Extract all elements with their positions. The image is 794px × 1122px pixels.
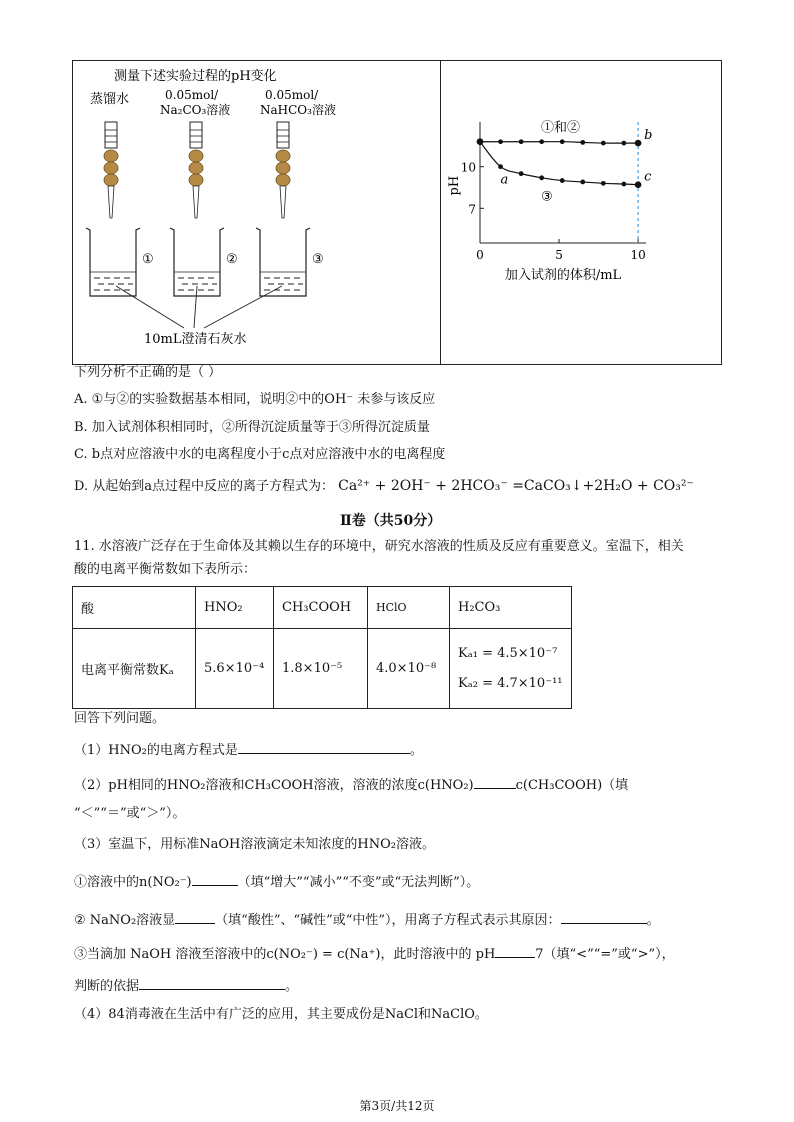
ka2-value: Kₐ₂ = 4.7×10⁻¹¹ xyxy=(458,675,563,691)
reagent-distilled-water: 蒸馏水 xyxy=(90,92,130,107)
reagent-nahco3-conc: 0.05mol/ xyxy=(265,88,319,102)
series-2-point xyxy=(601,181,606,186)
q11-part-3-sub-1-text-b: （填“增大”“减小”“不变”或“无法判断”）。 xyxy=(237,875,480,890)
x-tick-10: 10 xyxy=(630,248,646,262)
q11-part-1-period: 。 xyxy=(409,743,423,758)
q11-part-2-blank[interactable] xyxy=(474,775,516,789)
ka-table xyxy=(72,586,572,709)
x-axis-label: 加入试剂的体积/mL xyxy=(504,268,622,283)
q11-part-3-sub-1-text-a: ①溶液中的n(NO₂⁻) xyxy=(74,875,192,890)
series-1-point xyxy=(539,139,544,144)
ka-value-hclo: 4.0×10⁻⁸ xyxy=(368,629,450,709)
series-1-point xyxy=(635,140,642,147)
series-2-point xyxy=(560,178,565,183)
point-label-b: b xyxy=(644,128,653,144)
series-2-point xyxy=(477,138,484,145)
page-footer: 第3页/共12页 xyxy=(359,1099,435,1113)
beaker-2 xyxy=(170,228,224,296)
q11-part-3-sub-3-blank-2[interactable] xyxy=(139,976,285,990)
ka-table-value-row xyxy=(73,629,572,709)
q11-part-3-sub-2-text-b: （填“酸性”、“碱性”或“中性”），用离子方程式表示其原因： xyxy=(215,913,561,928)
beaker-label-1: ① xyxy=(142,252,154,267)
q10-option-a: A. ①与②的实验数据基本相同，说明②中的OH⁻ 未参与该反应 xyxy=(74,392,436,407)
reagent-na2co3-conc: 0.05mol/ xyxy=(165,88,219,102)
q11-part-3-sub-2-blank-2[interactable] xyxy=(561,910,647,924)
ka-header-hclo: HClO xyxy=(368,587,450,629)
series-2-point xyxy=(621,182,626,187)
series-2-point xyxy=(635,181,642,188)
series-1-point xyxy=(519,139,524,144)
dropper-2 xyxy=(189,122,203,218)
series-1-point xyxy=(601,141,606,146)
dropper-1 xyxy=(104,122,118,218)
limewater-label: 10mL澄清石灰水 xyxy=(144,332,247,347)
q11-part-2-text-b: c(CH₃COOH)（填 xyxy=(515,778,629,793)
series-1-point xyxy=(621,141,626,146)
series-2-point xyxy=(519,171,524,176)
ka-table-header-row xyxy=(73,587,572,629)
q11-part-3-sub-1 xyxy=(74,872,479,892)
q11-part-3-sub-2-text-a: ② NaNO₂溶液显 xyxy=(74,913,176,928)
q11-part-3-sub-3-blank-1[interactable] xyxy=(495,944,535,958)
ka-header-ch3cooh: CH₃COOH xyxy=(274,587,368,629)
q11-part-3-sub-3 xyxy=(74,944,675,964)
beaker-label-3: ③ xyxy=(312,252,324,267)
series-label-3: ③ xyxy=(541,189,553,205)
q11-part-3-sub-2 xyxy=(74,910,660,930)
ka1-value: Kₐ₁ = 4.5×10⁻⁷ xyxy=(458,645,558,661)
q11-part-3-sub-3-period: 。 xyxy=(285,979,299,994)
q10-option-b: B. 加入试剂体积相同时，②所得沉淀质量等于③所得沉淀质量 xyxy=(74,420,430,435)
q10-option-d-equation: Ca²⁺ + 2OH⁻ + 2HCO₃⁻ =CaCO₃↓+2H₂O + CO₃²⁻ xyxy=(338,478,694,494)
beaker-3 xyxy=(256,228,310,296)
q10-option-c: C. b点对应溶液中水的电离程度小于c点对应溶液中水的电离程度 xyxy=(74,447,446,462)
ka-value-h2co3 xyxy=(450,629,572,709)
series-label-1-and-2: ①和② xyxy=(541,120,581,136)
ka-header-h2co3: H₂CO₃ xyxy=(450,587,572,629)
ka-value-hno2: 5.6×10⁻⁴ xyxy=(196,629,274,709)
beaker-label-2: ② xyxy=(226,252,238,267)
reagent-na2co3-name: Na₂CO₃溶液 xyxy=(160,103,231,117)
series-line-1 xyxy=(480,142,638,143)
q11-intro-line-2: 酸的电离平衡常数如下表所示： xyxy=(74,562,257,577)
q11-part-3-sub-3-line-2 xyxy=(74,976,298,996)
q11-part-2-line-2: “＜”“＝”或“＞”）。 xyxy=(74,806,186,821)
q11-part-3: （3）室温下，用标准NaOH溶液滴定未知浓度的HNO₂溶液。 xyxy=(74,837,435,852)
q11-part-2-text-a: （2）pH相同的HNO₂溶液和CH₃COOH溶液，溶液的浓度c(HNO₂) xyxy=(74,778,474,793)
q10-option-d xyxy=(74,477,694,496)
ph-chart xyxy=(440,60,720,363)
beaker-1 xyxy=(86,228,140,296)
pointer-lines xyxy=(116,286,282,328)
series-1-point xyxy=(560,139,565,144)
q11-part-3-sub-3-text-b: 7（填“<”“=”或“>”）， xyxy=(535,947,675,962)
q10-option-d-text: D. 从起始到a点过程中反应的离子方程式为： xyxy=(74,479,334,494)
q11-part-3-sub-3-text-a: ③当滴加 NaOH 溶液至溶液中的c(NO₂⁻) = c(Na⁺)，此时溶液中的 pH xyxy=(74,947,496,962)
ka-header-acid: 酸 xyxy=(73,587,196,629)
q11-part-4: （4）84消毒液在生活中有广泛的应用，其主要成份是NaCl和NaClO。 xyxy=(74,1007,488,1022)
q10-stem: 下列分析不正确的是（ ） xyxy=(74,365,222,380)
y-tick-7: 7 xyxy=(468,202,476,217)
series-1-point xyxy=(498,139,503,144)
q11-intro-line-1: 11. 水溶液广泛存在于生命体及其赖以生存的环境中，研究水溶液的性质及反应有重要意义。室温下，相关 xyxy=(74,539,684,554)
apparatus-figure xyxy=(72,60,440,363)
q11-answer-prompt: 回答下列问题。 xyxy=(74,711,166,726)
q11-part-1 xyxy=(74,740,423,760)
reagent-nahco3-name: NaHCO₃溶液 xyxy=(260,103,336,117)
q11-part-3-sub-3-basis: 判断的依据 xyxy=(74,979,140,994)
q11-part-1-text: （1）HNO₂的电离方程式是 xyxy=(74,743,238,758)
ka-row-label: 电离平衡常数Kₐ xyxy=(73,629,196,709)
point-label-c: c xyxy=(644,169,652,185)
q11-part-2 xyxy=(74,775,628,795)
figure-title: 测量下述实验过程的pH变化 xyxy=(114,69,277,84)
series-2-point xyxy=(498,164,503,169)
q11-part-3-sub-2-blank-1[interactable] xyxy=(175,910,215,924)
q11-part-1-blank[interactable] xyxy=(238,740,410,754)
q11-part-3-sub-1-blank[interactable] xyxy=(192,872,238,886)
point-label-a: a xyxy=(500,172,509,188)
series-2-point xyxy=(539,175,544,180)
ka-value-ch3cooh: 1.8×10⁻⁵ xyxy=(274,629,368,709)
x-tick-0: 0 xyxy=(476,248,484,262)
section-2-title: Ⅱ卷（共50分） xyxy=(340,513,442,529)
series-1-point xyxy=(580,140,585,145)
dropper-3 xyxy=(276,122,290,218)
y-axis-label: pH xyxy=(447,175,462,196)
y-tick-10: 10 xyxy=(460,160,476,175)
q11-part-3-sub-2-period: 。 xyxy=(646,913,660,928)
ka-header-hno2: HNO₂ xyxy=(196,587,274,629)
x-tick-5: 5 xyxy=(555,248,563,262)
series-2-point xyxy=(580,180,585,185)
